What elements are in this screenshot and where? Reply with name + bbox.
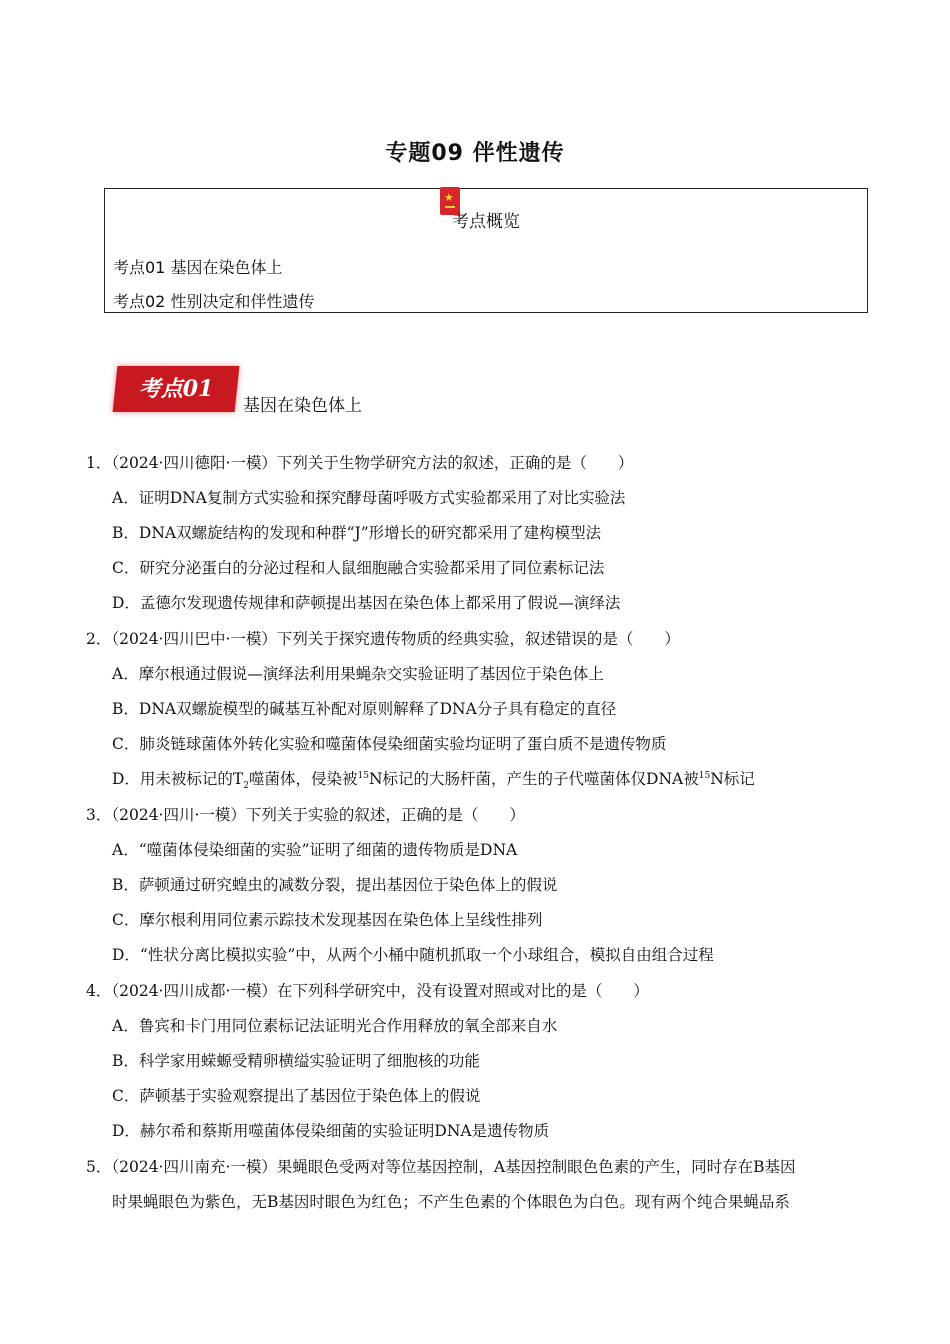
option-text: A．“噬菌体侵染细菌的实验”证明了细菌的遗传物质是DNA — [112, 841, 518, 859]
question-stem: 2．（2024·四川巴中·一模）下列关于探究遗传物质的经典实验，叙述错误的是（ ） — [86, 630, 680, 648]
option-text: A．证明DNA复制方式实验和探究酵母菌呼吸方式实验都采用了对比实验法 — [112, 489, 626, 507]
option-part: N标记的大肠杆菌，产生的子代噬菌体仅DNA被 — [368, 770, 699, 788]
question-stem: 5．（2024·四川南充·一模）果蝇眼色受两对等位基因控制，A基因控制眼色色素的产生，同时存在B基因 — [86, 1158, 796, 1176]
option-text-d — [112, 767, 755, 791]
option-text: C．萨顿基于实验观察提出了基因位于染色体上的假说 — [112, 1087, 481, 1105]
question-stem: 4．（2024·四川成都·一模）在下列科学研究中，没有设置对照或对比的是（ ） — [86, 982, 649, 1000]
question-stem: 1．（2024·四川德阳·一模）下列关于生物学研究方法的叙述，正确的是（ ） — [86, 454, 634, 472]
overview-item-2[interactable]: 考点02 性别决定和伴性遗传 — [113, 292, 315, 311]
option-text: A．鲁宾和卡门用同位素标记法证明光合作用释放的氧全部来自水 — [112, 1017, 558, 1035]
superscript: 15 — [357, 770, 369, 781]
option-text: B．DNA双螺旋结构的发现和种群“J”形增长的研究都采用了建构模型法 — [112, 524, 602, 542]
section-title: 基因在染色体上 — [243, 396, 362, 416]
option-text: C．研究分泌蛋白的分泌过程和人鼠细胞融合实验都采用了同位素标记法 — [112, 559, 605, 577]
option-text: A．摩尔根通过假说—演绎法利用果蝇杂交实验证明了基因位于染色体上 — [112, 665, 604, 683]
superscript: 15 — [698, 770, 711, 781]
option-text: D．赫尔希和蔡斯用噬菌体侵染细菌的实验证明DNA是遗传物质 — [112, 1122, 550, 1140]
option-part: N标记 — [710, 770, 755, 788]
option-part: 噬菌体，侵染被 — [249, 770, 358, 788]
section-badge — [113, 366, 240, 412]
option-text: D．“性状分离比模拟实验”中，从两个小桶中随机抓取一个小球组合，模拟自由组合过程 — [112, 946, 714, 964]
option-text: C．摩尔根利用同位素示踪技术发现基因在染色体上呈线性排列 — [112, 911, 543, 929]
section-badge-label: 考点01 — [138, 376, 214, 402]
option-text: C．肺炎链球菌体外转化实验和噬菌体侵染细菌实验均证明了蛋白质不是遗传物质 — [112, 735, 667, 753]
overview-item-1[interactable]: 考点01 基因在染色体上 — [113, 258, 283, 277]
page-title: 专题09 伴性遗传 — [385, 141, 565, 166]
overview-heading: 考点概览 — [452, 212, 520, 232]
question-continuation: 时果蝇眼色为紫色，无B基因时眼色为红色；不产生色素的个体眼色为白色。现有两个纯合果蝇品系 — [112, 1193, 790, 1211]
option-text: D．孟德尔发现遗传规律和萨顿提出基因在染色体上都采用了假说—演绎法 — [112, 594, 621, 612]
option-text: B．科学家用蝾螈受精卵横缢实验证明了细胞核的功能 — [112, 1052, 480, 1070]
question-stem: 3．（2024·四川·一模）下列关于实验的叙述，正确的是（ ） — [86, 806, 525, 824]
option-text: B．DNA双螺旋模型的碱基互补配对原则解释了DNA分子具有稳定的直径 — [112, 700, 617, 718]
option-part: D．用未被标记的T — [112, 770, 244, 788]
overview-box — [104, 188, 868, 313]
option-text: B．萨顿通过研究蝗虫的减数分裂，提出基因位于染色体上的假说 — [112, 876, 558, 894]
subscript: 2 — [243, 781, 250, 792]
